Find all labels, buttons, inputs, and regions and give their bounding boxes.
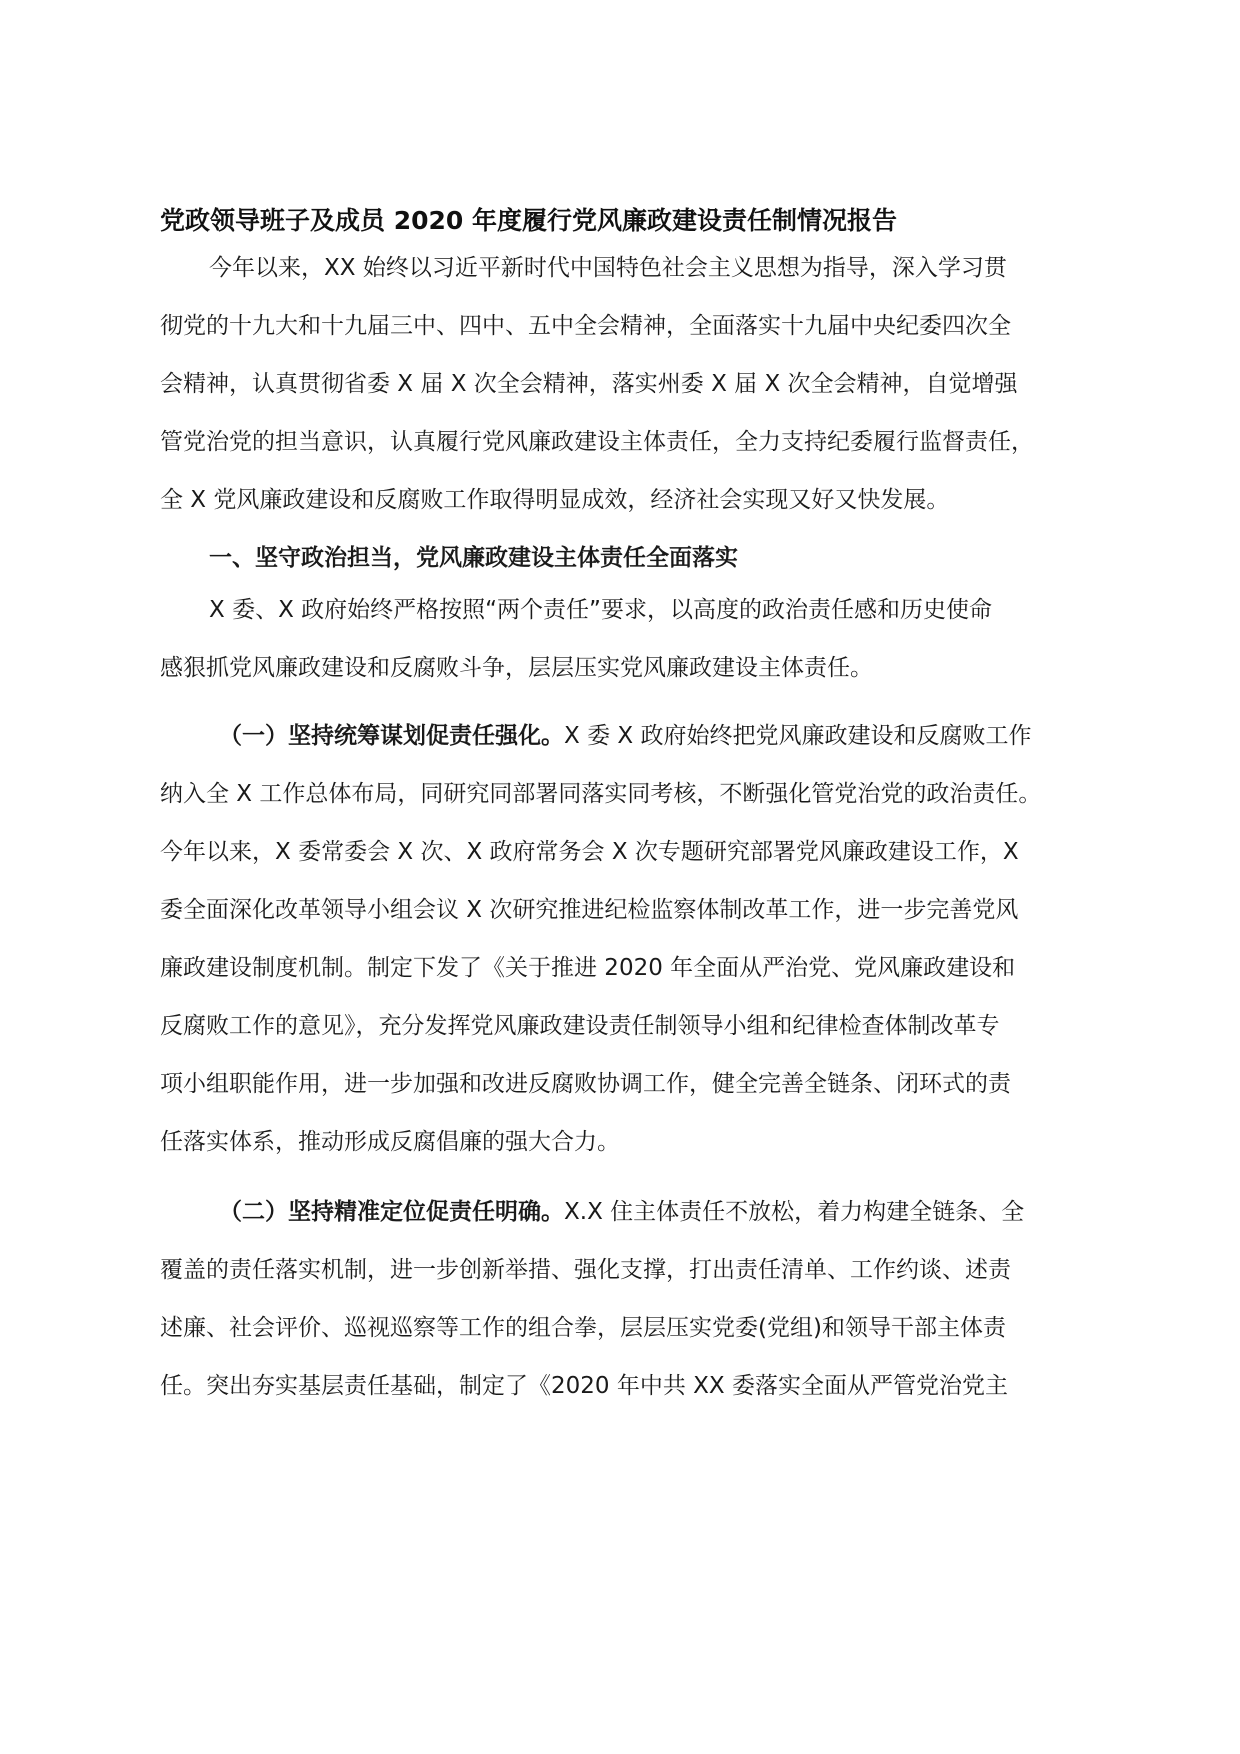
paragraph-line: 管党治党的担当意识，认真履行党风廉政建设主体责任，全力支持纪委履行监督责任， <box>160 429 1034 455</box>
paragraph-line: 反腐败工作的意见》，充分发挥党风廉政建设责任制领导小组和纪律检查体制改革专 <box>160 1013 1000 1039</box>
paragraph-line: 全 X 党风廉政建设和反腐败工作取得明显成效，经济社会实现又好又快发展。 <box>160 487 950 513</box>
paragraph-line: 彻党的十九大和十九届三中、四中、五中全会精神，全面落实十九届中央纪委四次全 <box>160 313 1011 339</box>
paragraph-line: 感狠抓党风廉政建设和反腐败斗争，层层压实党风廉政建设主体责任。 <box>160 655 873 681</box>
paragraph-line: 今年以来，XX 始终以习近平新时代中国特色社会主义思想为指导，深入学习贯 <box>209 255 1007 281</box>
paragraph-line: 覆盖的责任落实机制，进一步创新举措、强化支撑，打出责任清单、工作约谈、述责 <box>160 1257 1011 1283</box>
paragraph-line: 会精神，认真贯彻省委 X 届 X 次全会精神，落实州委 X 届 X 次全会精神，自觉增强 <box>160 371 1018 397</box>
subsection-first-line <box>219 1192 1120 1232</box>
paragraph-line: 任落实体系，推动形成反腐倡廉的强大合力。 <box>160 1129 620 1155</box>
paragraph-line: X 委、X 政府始终严格按照“两个责任”要求，以高度的政治责任感和历史使命 <box>209 597 992 623</box>
section-heading: 一、坚守政治担当，党风廉政建设主体责任全面落实 <box>209 545 738 571</box>
paragraph-line: 任。突出夯实基层责任基础，制定了《2020 年中共 XX 委落实全面从严管党治党主 <box>160 1373 1008 1399</box>
subsection-heading: （二）坚持精准定位促责任明确。 <box>219 1199 564 1225</box>
subsection-text: X.X 住主体责任不放松，着力构建全链条、全 <box>564 1199 1025 1225</box>
subsection-heading: （一）坚持统筹谋划促责任强化。 <box>219 723 564 749</box>
subsection-text: X 委 X 政府始终把党风廉政建设和反腐败工作 <box>564 723 1032 749</box>
paragraph-line: 述廉、社会评价、巡视巡察等工作的组合拳，层层压实党委(党组)和领导干部主体责 <box>160 1315 1006 1341</box>
paragraph-line: 今年以来，X 委常委会 X 次、X 政府常务会 X 次专题研究部署党风廉政建设工作，X <box>160 839 1019 865</box>
document-title: 党政领导班子及成员 2020 年度履行党风廉政建设责任制情况报告 <box>160 206 897 235</box>
paragraph-line: 纳入全 X 工作总体布局，同研究同部署同落实同考核，不断强化管党治党的政治责任。 <box>160 781 1042 807</box>
paragraph-line: 廉政建设制度机制。制定下发了《关于推进 2020 年全面从严治党、党风廉政建设和 <box>160 955 1016 981</box>
subsection-first-line <box>219 716 1120 756</box>
paragraph-line: 项小组职能作用，进一步加强和改进反腐败协调工作，健全完善全链条、闭环式的责 <box>160 1071 1011 1097</box>
paragraph-line: 委全面深化改革领导小组会议 X 次研究推进纪检监察体制改革工作，进一步完善党风 <box>160 897 1019 923</box>
